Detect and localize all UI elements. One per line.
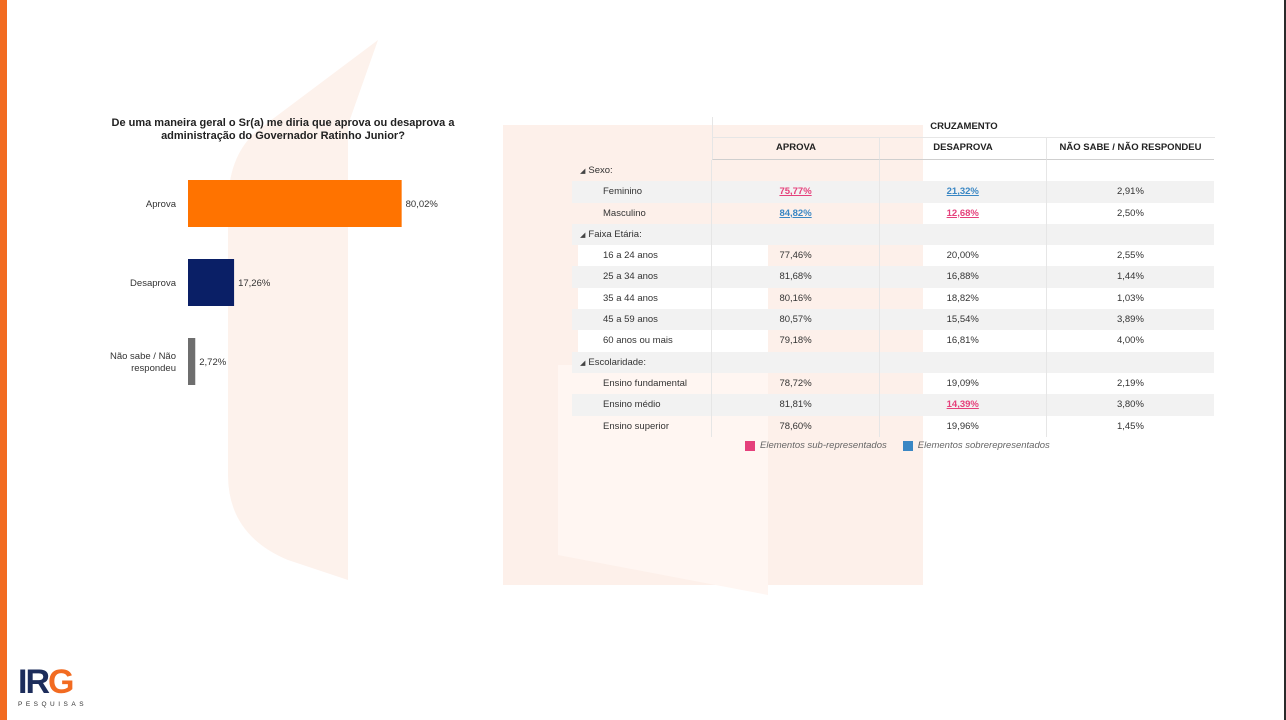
row-label [572, 330, 711, 351]
column-header-desaprova[interactable]: DESAPROVA [879, 137, 1046, 160]
row-label-text: Sexo: [588, 165, 613, 176]
table-cell [1046, 224, 1214, 245]
table-legend [745, 440, 1050, 451]
table-row [572, 330, 1214, 351]
row-label-text: Escolaridade: [588, 356, 646, 368]
table-cell: 80,57% [711, 309, 878, 330]
row-label [572, 309, 711, 330]
table-row [572, 373, 1214, 394]
bar-chart [0, 0, 520, 420]
table-group-row [572, 224, 1214, 245]
logo-word-a: IR [18, 663, 48, 701]
table-cell: 15,54% [879, 309, 1046, 330]
table-row [572, 394, 1214, 415]
table-cell: 1,45% [1046, 416, 1214, 437]
collapse-triangle-icon[interactable]: ◢ [580, 231, 586, 239]
chart-title: De uma maneira geral o Sr(a) me diria que aprova ou desaprova a administração do Governador Ratinho Junior? [111, 117, 455, 142]
category-label: Não sabe / Não respondeu [109, 351, 176, 374]
table-cell [711, 160, 878, 181]
legend-label-under: Elementos sub-representados [760, 440, 887, 451]
row-label-text: Faixa Etária: [588, 228, 642, 240]
table-row [572, 203, 1214, 224]
row-label-text: Feminino [603, 186, 643, 198]
legend-swatch-over [903, 441, 913, 451]
row-label-text: 60 anos ou mais [603, 335, 673, 347]
row-label [572, 181, 711, 202]
row-label [572, 416, 711, 437]
table-cell: 18,82% [879, 288, 1046, 309]
table-cell[interactable]: 75,77% [711, 181, 878, 202]
row-label [572, 266, 711, 287]
bar-1[interactable] [188, 259, 234, 306]
row-label-text: Ensino fundamental [603, 377, 687, 389]
table-cell: 81,81% [711, 394, 878, 415]
table-cell [879, 352, 1046, 373]
table-cell [711, 352, 878, 373]
legend-item-under [745, 440, 887, 451]
value-label: 2,72% [199, 357, 227, 368]
row-label-text: Masculino [603, 207, 646, 219]
row-label [572, 245, 711, 266]
table-cell: 79,18% [711, 330, 878, 351]
table-cell: 2,55% [1046, 245, 1214, 266]
table-cell[interactable]: 21,32% [879, 181, 1046, 202]
table-row [572, 266, 1214, 287]
row-label-text: 35 a 44 anos [603, 292, 658, 304]
table-cell: 2,19% [1046, 373, 1214, 394]
collapse-triangle-icon[interactable]: ◢ [580, 359, 586, 367]
table-cell [1046, 352, 1214, 373]
value-label: 17,26% [238, 278, 271, 289]
row-label-text: 16 a 24 anos [603, 250, 658, 262]
legend-swatch-under [745, 441, 755, 451]
table-cell: 16,88% [879, 266, 1046, 287]
table-cell[interactable]: 84,82% [711, 203, 878, 224]
table-cell [1046, 160, 1214, 181]
logo-wordmark [18, 665, 87, 699]
logo-word-b: G [48, 663, 73, 701]
table-cell: 1,03% [1046, 288, 1214, 309]
row-label-text: 25 a 34 anos [603, 271, 658, 283]
row-label [572, 373, 711, 394]
bar-0[interactable] [188, 180, 402, 227]
row-label-text: Ensino superior [603, 420, 670, 432]
bar-2[interactable] [188, 338, 195, 385]
table-row [572, 416, 1214, 437]
table-group-row [572, 160, 1214, 181]
table-cell: 19,09% [879, 373, 1046, 394]
table-cell [711, 224, 878, 245]
row-label-text: 45 a 59 anos [603, 314, 658, 326]
table-cell: 20,00% [879, 245, 1046, 266]
group-label[interactable] [572, 160, 711, 181]
row-label [572, 203, 711, 224]
table-cell[interactable]: 14,39% [879, 394, 1046, 415]
collapse-triangle-icon[interactable]: ◢ [580, 168, 586, 175]
table-cell: 78,60% [711, 416, 878, 437]
table-cell: 80,16% [711, 288, 878, 309]
table-row [572, 181, 1214, 202]
legend-item-over [903, 440, 1050, 451]
table-cell: 81,68% [711, 266, 878, 287]
table-cell: 3,89% [1046, 309, 1214, 330]
table-cell [879, 160, 1046, 181]
table-cell: 2,91% [1046, 181, 1214, 202]
crosstab-rows [572, 160, 1214, 437]
logo-subtitle: PESQUISAS [18, 701, 88, 708]
row-label [572, 288, 711, 309]
table-cell[interactable]: 12,68% [879, 203, 1046, 224]
group-label[interactable] [572, 352, 711, 373]
crosstab-group-header: CRUZAMENTO [712, 117, 1215, 138]
table-group-row [572, 352, 1214, 373]
table-cell [879, 224, 1046, 245]
table-cell: 16,81% [879, 330, 1046, 351]
category-label: Desaprova [130, 278, 176, 289]
table-cell: 19,96% [879, 416, 1046, 437]
crosstab-column-headers [712, 137, 1214, 159]
table-cell: 77,46% [711, 245, 878, 266]
column-header-nao-sabe[interactable]: NÃO SABE / NÃO RESPONDEU [1046, 137, 1214, 160]
table-row [572, 309, 1214, 330]
table-row [572, 288, 1214, 309]
category-label: Aprova [145, 199, 176, 210]
table-cell: 3,80% [1046, 394, 1214, 415]
table-row [572, 245, 1214, 266]
row-label-text: Ensino médio [603, 399, 661, 411]
irg-logo [18, 665, 87, 708]
table-cell: 1,44% [1046, 266, 1214, 287]
row-label [572, 394, 711, 415]
table-cell: 4,00% [1046, 330, 1214, 351]
table-cell: 78,72% [711, 373, 878, 394]
column-header-aprova[interactable]: APROVA [712, 137, 879, 160]
value-label: 80,02% [405, 199, 438, 210]
legend-label-over: Elementos sobrerepresentados [917, 440, 1050, 451]
group-label[interactable] [572, 224, 711, 245]
table-cell: 2,50% [1046, 203, 1214, 224]
